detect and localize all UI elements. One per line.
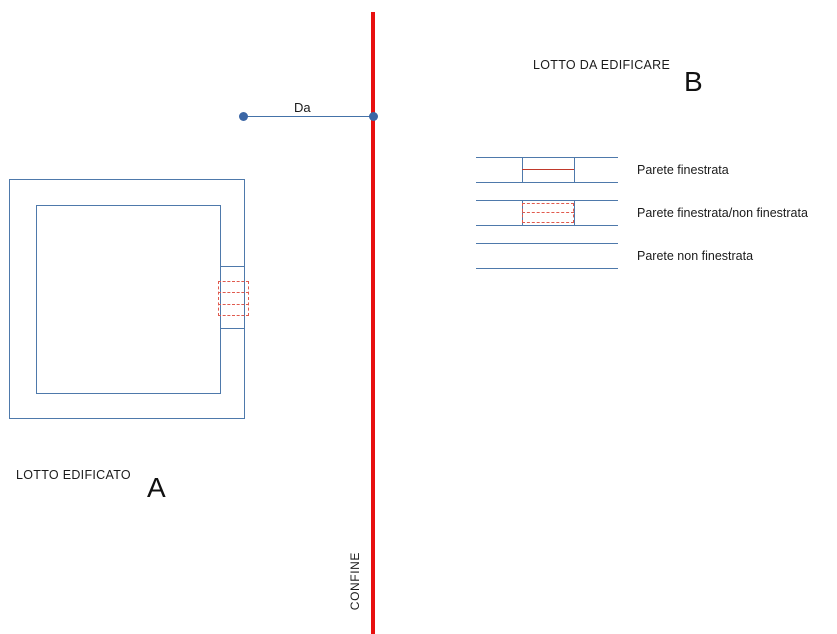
building-inner-wall — [36, 205, 221, 394]
lot-b-letter: B — [684, 66, 703, 97]
wall-opening-top-edge — [221, 266, 245, 267]
distance-start-dot — [239, 112, 248, 121]
boundary-line — [371, 12, 375, 634]
lot-a-letter: A — [147, 472, 166, 503]
legend-symbol-windowed-wall — [476, 157, 618, 183]
legend-label-mixed-wall: Parete finestrata/non finestrata — [637, 206, 808, 220]
lot-b-label: LOTTO DA EDIFICARE — [533, 58, 671, 72]
legend-label-windowed-wall: Parete finestrata — [637, 163, 729, 177]
legend-symbol-mixed-wall — [476, 200, 618, 226]
boundary-label: CONFINE — [348, 552, 362, 611]
legend-symbol-blank-wall — [476, 243, 618, 269]
window-opening-dashed — [218, 281, 249, 316]
legend-label-blank-wall: Parete non finestrata — [637, 249, 754, 263]
distance-end-dot — [369, 112, 378, 121]
lot-a-label: LOTTO EDIFICATO — [16, 468, 131, 482]
distance-line — [243, 116, 374, 117]
distance-label: Da — [294, 100, 311, 115]
wall-opening-bottom-edge — [221, 328, 245, 329]
